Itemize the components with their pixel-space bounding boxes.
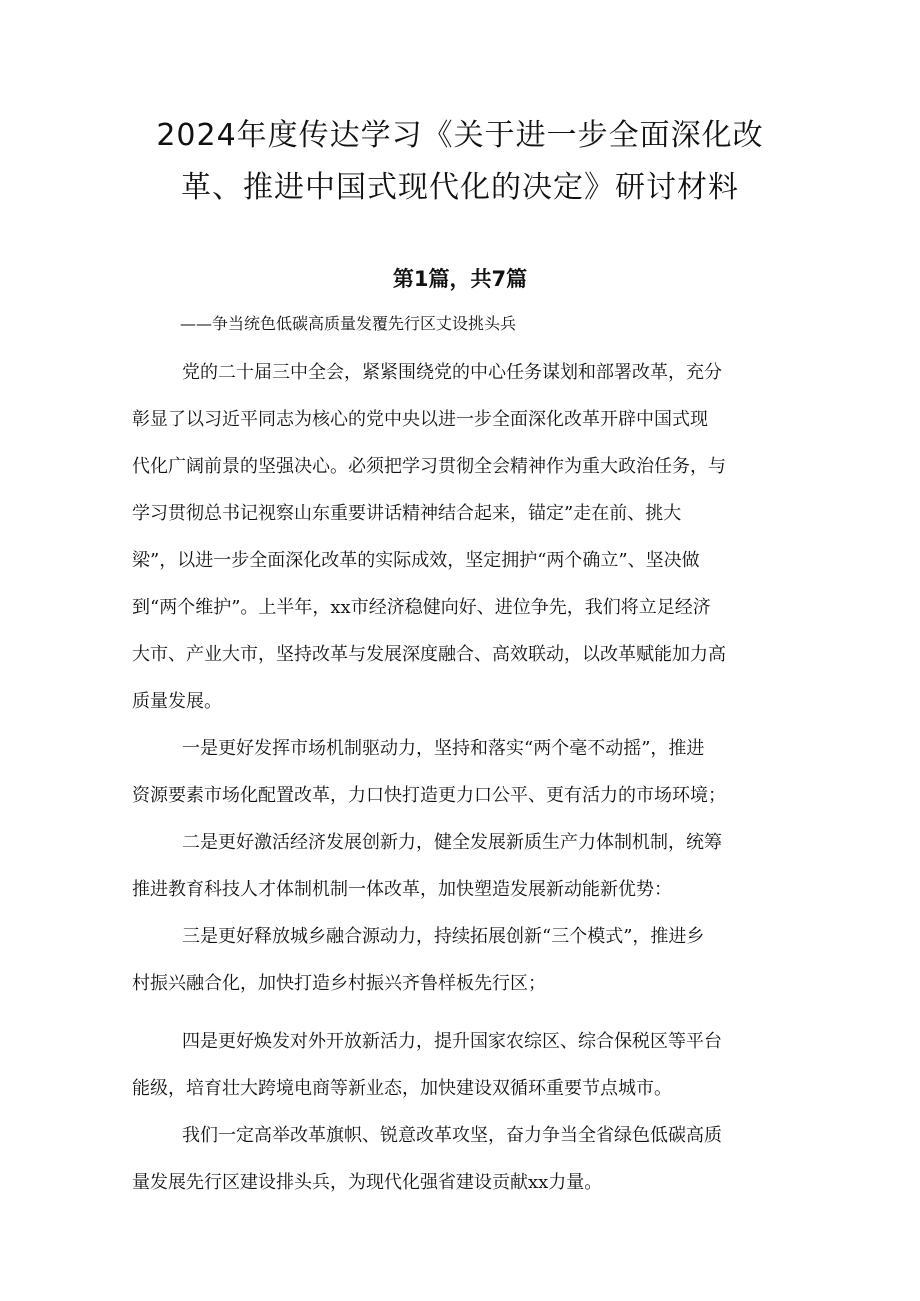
document-title-line-2: 革、推进中国式现代化的决定》研讨材料 [181, 170, 739, 205]
body-line: 代化广阔前景的坚强决心。必须把学习贯彻全会精神作为重大政治任务，与 [132, 456, 726, 477]
body-line: 三是更好释放城乡融合源动力，持续拓展创新“三个模式”，推进乡 [182, 926, 705, 947]
body-line: 四是更好焕发对外开放新活力，提升国家农综区、综合保税区等平台 [182, 1031, 722, 1052]
body-line: 彰显了以习近平同志为核心的党中央以进一步全面深化改革开辟中国式现 [132, 409, 708, 430]
document-subtitle: ——争当统色低碳高质量发覆先行区丈设挑头兵 [180, 314, 517, 333]
body-line: 能级，培育壮大跨境电商等新业态，加快建设双循环重要节点城市。 [132, 1078, 672, 1099]
part-label: 第1篇，共7篇 [392, 267, 528, 291]
body-line: 党的二十届三中全会，紧紧围绕党的中心任务谋划和部署改革，充分 [182, 362, 722, 383]
body-line: 学习贯彻总书记视察山东重要讲话精神结合起来，锚定”走在前、挑大 [132, 503, 682, 524]
body-line: 村振兴融合化，加快打造乡村振兴齐鲁样板先行区； [132, 973, 546, 994]
body-line: 到“两个维护”。上半年，xx市经济稳健向好、进位争先，我们将立足经济 [132, 597, 711, 618]
body-line: 梁”，以进一步全面深化改革的实际成效，坚定拥护“两个确立”、坚决做 [132, 550, 700, 571]
body-line: 二是更好激活经济发展创新力，健全发展新质生产力体制机制，统筹 [182, 832, 722, 853]
body-line: 一是更好发挥市场机制驱动力，坚持和落实“两个毫不动摇”，推进 [182, 738, 705, 759]
body-line: 资源要素市场化配置改革，力口快打造更力口公平、更有活力的市场环境； [132, 785, 726, 806]
body-line: 量发展先行区建设排头兵，为现代化强省建设贡献xx力量。 [132, 1172, 603, 1193]
body-line: 质量发展。 [132, 691, 222, 712]
body-line: 我们一定高举改革旗帜、锐意改革攻坚，奋力争当全省绿色低碳高质 [182, 1125, 722, 1146]
document-title-line-1: 2024年度传达学习《关于进一步全面深化改 [156, 118, 764, 153]
body-line: 推进教育科技人才体制机制一体改革，加快塑造发展新动能新优势： [132, 879, 672, 900]
body-line: 大市、产业大市，坚持改革与发展深度融合、高效联动，以改革赋能加力高 [132, 644, 726, 665]
